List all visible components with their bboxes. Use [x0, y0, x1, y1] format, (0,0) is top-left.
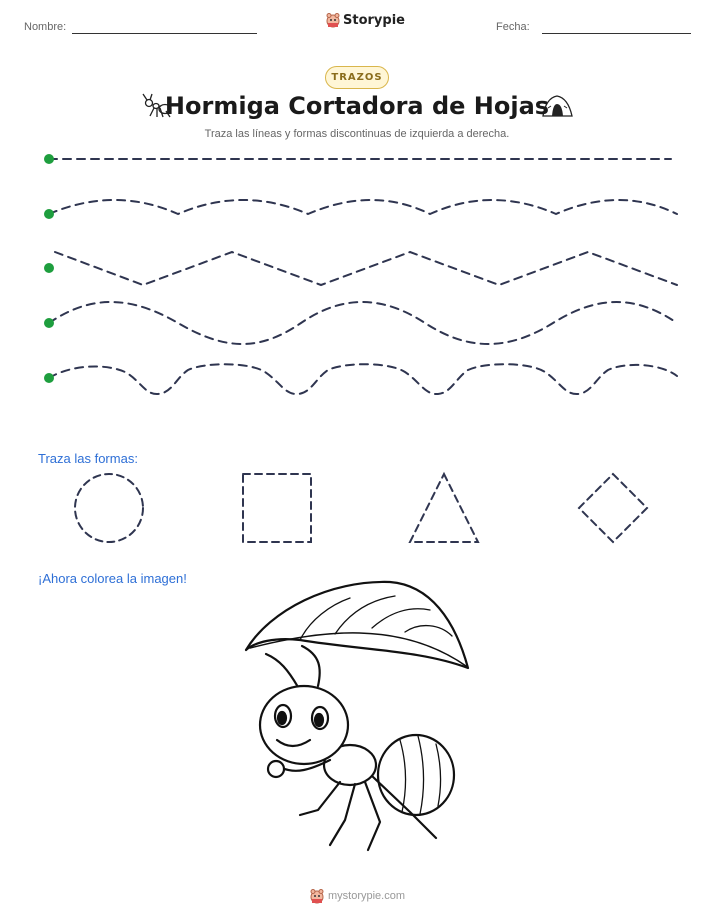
- ant-head[interactable]: [260, 686, 348, 764]
- brand-name: Storypie: [343, 12, 405, 28]
- leaf[interactable]: [246, 582, 468, 668]
- category-badge: TRAZOS: [325, 66, 389, 89]
- name-label: Nombre:: [24, 21, 67, 33]
- page-title: Hormiga Cortadora de Hojas: [164, 92, 550, 120]
- ant-abdomen[interactable]: [378, 735, 454, 815]
- coloring-section-label: ¡Ahora colorea la imagen!: [38, 571, 187, 586]
- footer-url[interactable]: mystorypie.com: [328, 890, 406, 902]
- instructions: Traza las líneas y formas discontinuas de izquierda a derecha.: [204, 128, 510, 140]
- shapes-section-label: Traza las formas:: [38, 451, 138, 466]
- storypie-logo-icon: [310, 888, 324, 904]
- date-label: Fecha:: [496, 21, 530, 33]
- footer: [310, 888, 405, 904]
